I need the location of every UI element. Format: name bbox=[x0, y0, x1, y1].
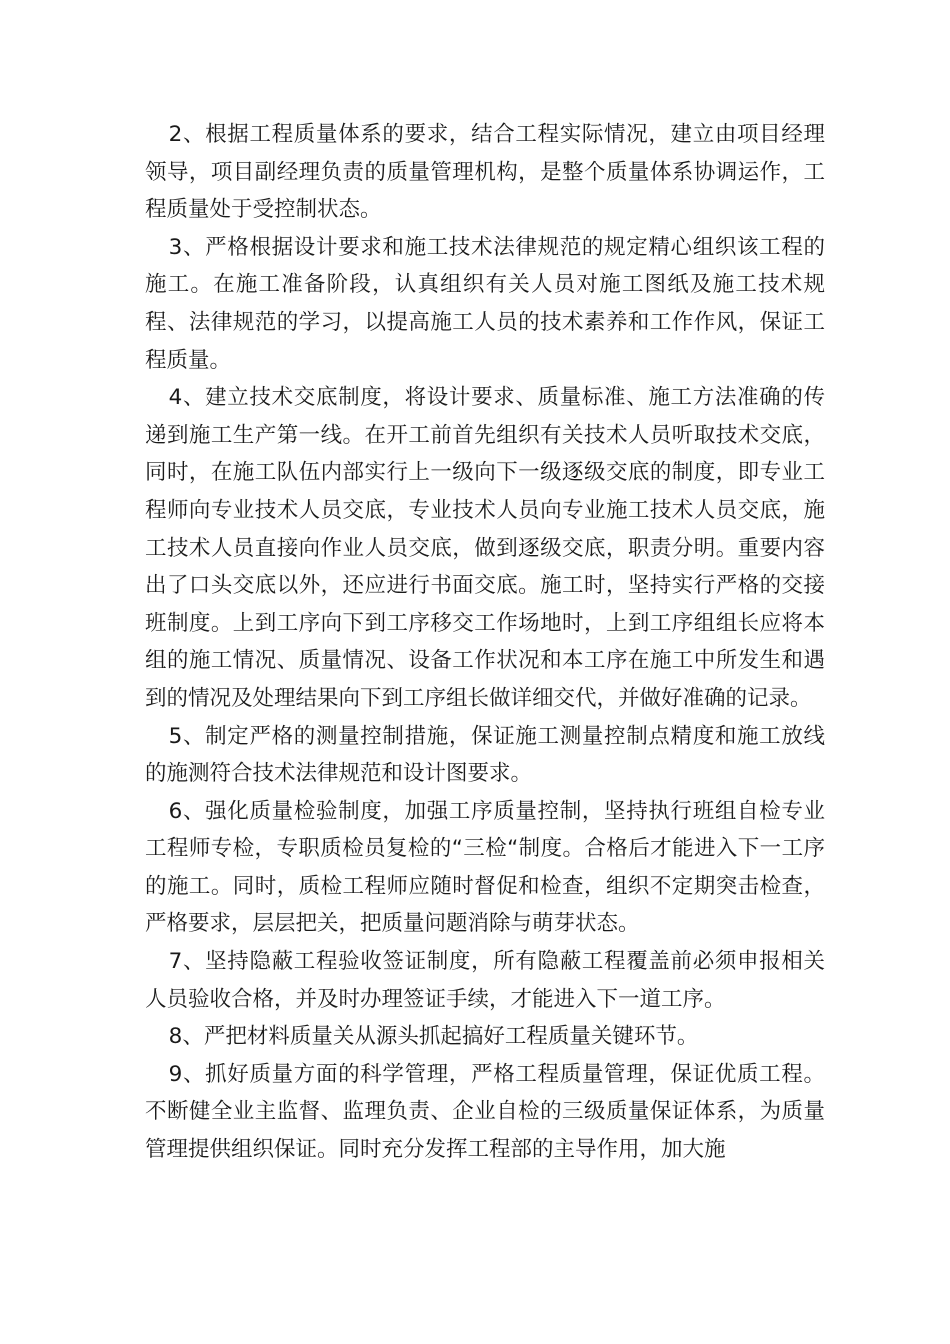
document-body bbox=[145, 116, 825, 1169]
paragraph-5: 5、制定严格的测量控制措施，保证施工测量控制点精度和施工放线的施测符合技术法律规范和设计图要求。 bbox=[145, 723, 825, 787]
paragraph-4: 4、建立技术交底制度，将设计要求、质量标准、施工方法准确的传递到施工生产第一线。在开工前首先组织有关技术人员听取技术交底，同时，在施工队伍内部实行上一级向下一级逐级交底的制度，即专业工程师向专业技术人员交底，专业技术人员向专业施工技术人员交底，施工技术人员直接向作业人员交底，做到逐级交底，职责分明。重要内容出了口头交底以外，还应进行书面交底。施工时，坚持实行严格的交接班制度。上到工序向下到工序移交工作场地时，上到工序组组长应将本组的施工情况、质量情况、设备工作状况和本工序在施工中所发生和遇到的情况及处理结果向下到工序组长做详细交代，并做好准确的记录。 bbox=[145, 385, 825, 711]
paragraph-8: 8、严把材料质量关从源头抓起搞好工程质量关键环节。 bbox=[168, 1024, 699, 1050]
paragraph-6: 6、强化质量检验制度，加强工序质量控制，坚持执行班组自检专业工程师专检，专职质检员复检的“三检“制度。合格后才能进入下一工序的施工。同时，质检工程师应随时督促和检查，组织不定期突击检查，严格要求，层层把关，把质量问题消除与萌芽状态。 bbox=[145, 798, 825, 937]
paragraph-9: 9、抓好质量方面的科学管理，严格工程质量管理，保证优质工程。不断健全业主监督、监理负责、企业自检的三级质量保证体系，为质量管理提供组织保证。同时充分发挥工程部的主导作用，加大施 bbox=[145, 1061, 825, 1163]
paragraph-2: 2、根据工程质量体系的要求，结合工程实际情况，建立由项目经理领导，项目副经理负责的质量管理机构，是整个质量体系协调运作，工程质量处于受控制状态。 bbox=[145, 122, 825, 223]
paragraph-3: 3、严格根据设计要求和施工技术法律规范的规定精心组织该工程的施工。在施工准备阶段，认真组织有关人员对施工图纸及施工技术规程、法律规范的学习，以提高施工人员的技术素养和工作作风，保证工程质量。 bbox=[145, 234, 825, 373]
paragraph-7: 7、坚持隐蔽工程验收签证制度，所有隐蔽工程覆盖前必须申报相关人员验收合格，并及时办理签证手续，才能进入下一道工序。 bbox=[145, 949, 825, 1012]
